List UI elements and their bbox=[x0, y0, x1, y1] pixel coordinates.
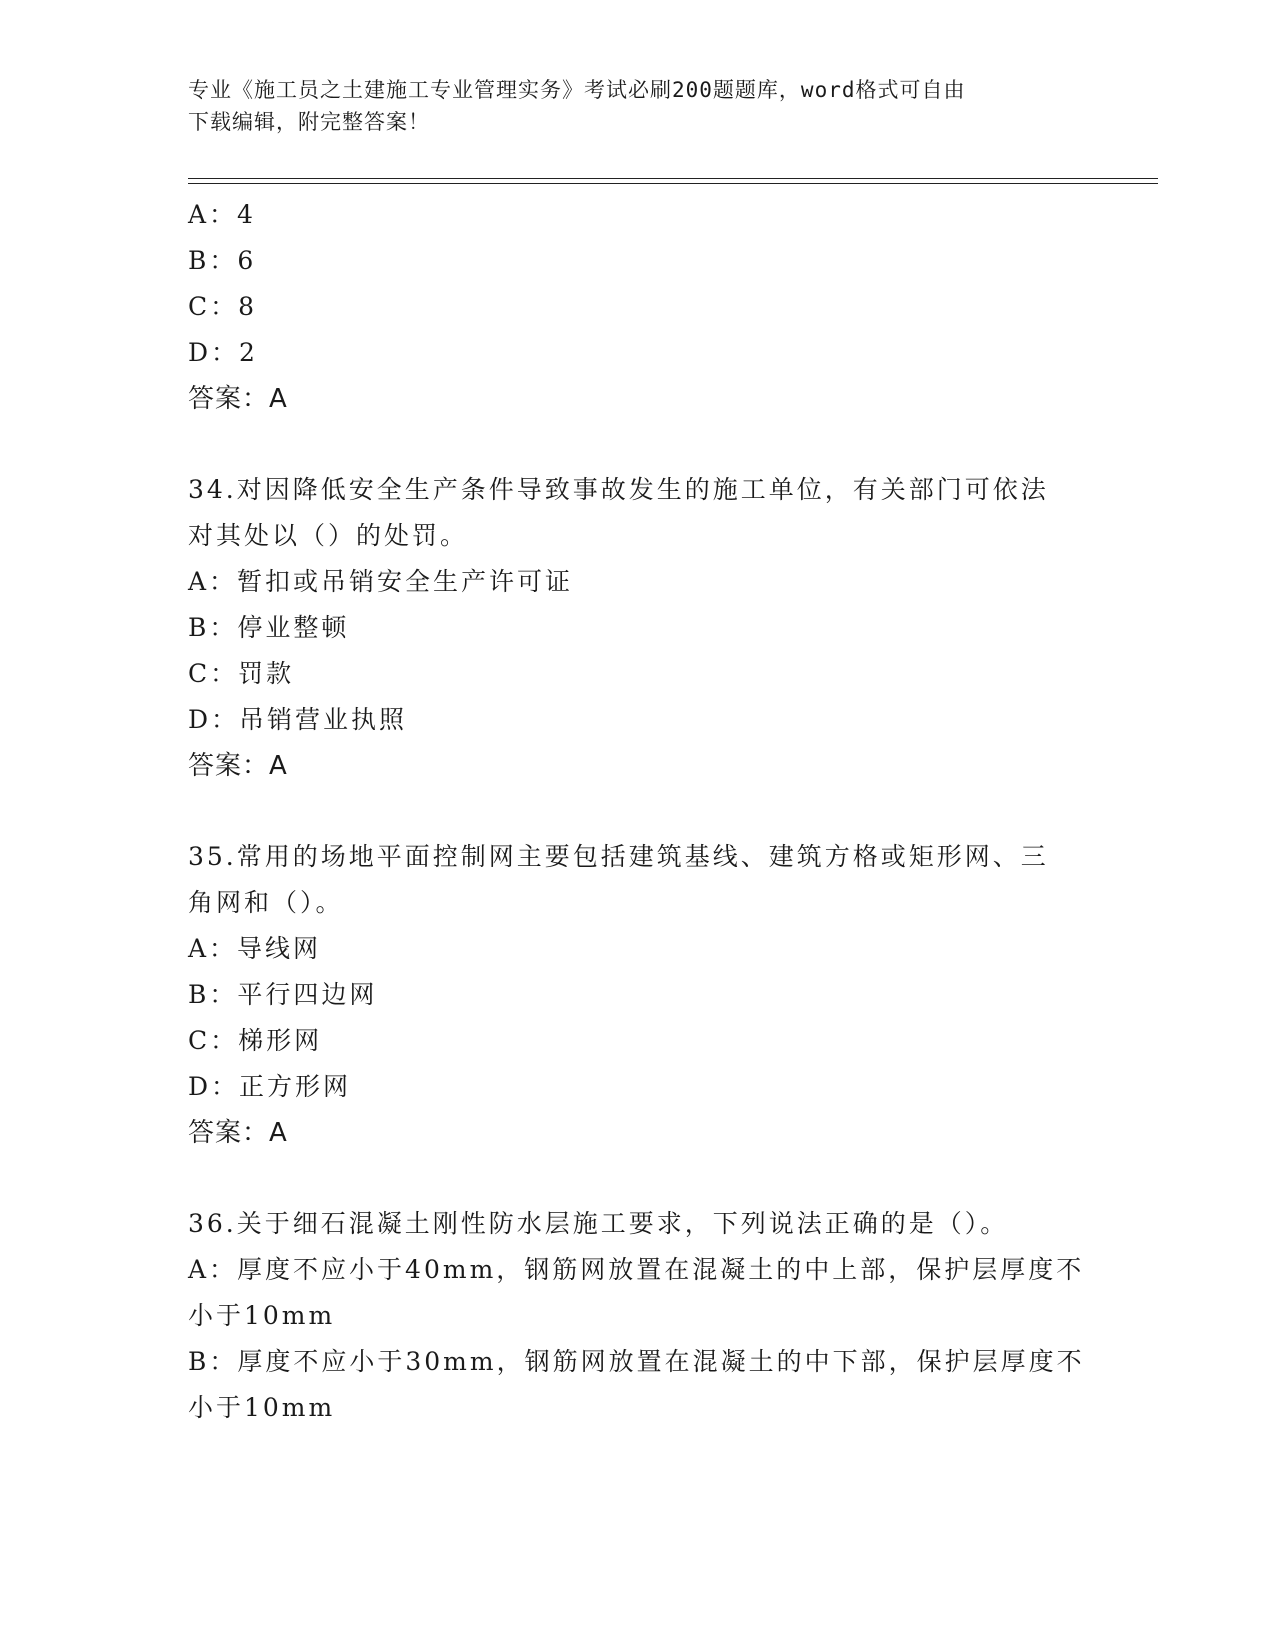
question-text-line-2: 对其处以（）的处罚。 bbox=[188, 521, 469, 550]
option-a: A：4 bbox=[188, 200, 256, 229]
option-c: C：梯形网 bbox=[188, 1026, 323, 1055]
question-text-line-1: 36.关于细石混凝土刚性防水层施工要求，下列说法正确的是（）。 bbox=[188, 1209, 1009, 1238]
option-b: B：停业整顿 bbox=[188, 613, 350, 642]
document-header bbox=[188, 74, 1068, 138]
question-list bbox=[188, 192, 1088, 1431]
answer-line: 答案：A bbox=[188, 751, 288, 781]
question-block-36 bbox=[188, 1201, 1088, 1431]
header-line-2: 下载编辑，附完整答案！ bbox=[188, 110, 430, 134]
option-b: B：平行四边网 bbox=[188, 980, 378, 1009]
option-d: D：正方形网 bbox=[188, 1072, 352, 1101]
question-block-34 bbox=[188, 467, 1088, 789]
answer-line: 答案：A bbox=[188, 1118, 288, 1148]
option-c: C：8 bbox=[188, 292, 258, 321]
option-a-line-1: A：厚度不应小于40mm，钢筋网放置在混凝土的中上部，保护层厚度不 bbox=[188, 1255, 1085, 1284]
option-b: B：6 bbox=[188, 246, 257, 275]
header-divider-top bbox=[188, 178, 1158, 179]
question-block-33 bbox=[188, 192, 1088, 422]
question-block-35 bbox=[188, 834, 1088, 1156]
header-line-1: 专业《施工员之土建施工专业管理实务》考试必刷200题题库，word格式可自由 bbox=[188, 78, 966, 102]
answer-line: 答案：A bbox=[188, 384, 288, 414]
option-d: D：吊销营业执照 bbox=[188, 705, 408, 734]
header-divider-bottom bbox=[188, 183, 1158, 184]
option-a: A：导线网 bbox=[188, 934, 322, 963]
option-a-line-2: 小于10mm bbox=[188, 1301, 336, 1330]
question-text-line-1: 35.常用的场地平面控制网主要包括建筑基线、建筑方格或矩形网、三 bbox=[188, 842, 1049, 871]
question-text-line-2: 角网和（）。 bbox=[188, 888, 344, 917]
option-c: C：罚款 bbox=[188, 659, 295, 688]
option-a: A：暂扣或吊销安全生产许可证 bbox=[188, 567, 574, 596]
option-b-line-2: 小于10mm bbox=[188, 1393, 336, 1422]
option-d: D：2 bbox=[188, 338, 258, 367]
option-b-line-1: B：厚度不应小于30mm，钢筋网放置在混凝土的中下部，保护层厚度不 bbox=[188, 1347, 1085, 1376]
question-text-line-1: 34.对因降低安全生产条件导致事故发生的施工单位，有关部门可依法 bbox=[188, 475, 1049, 504]
